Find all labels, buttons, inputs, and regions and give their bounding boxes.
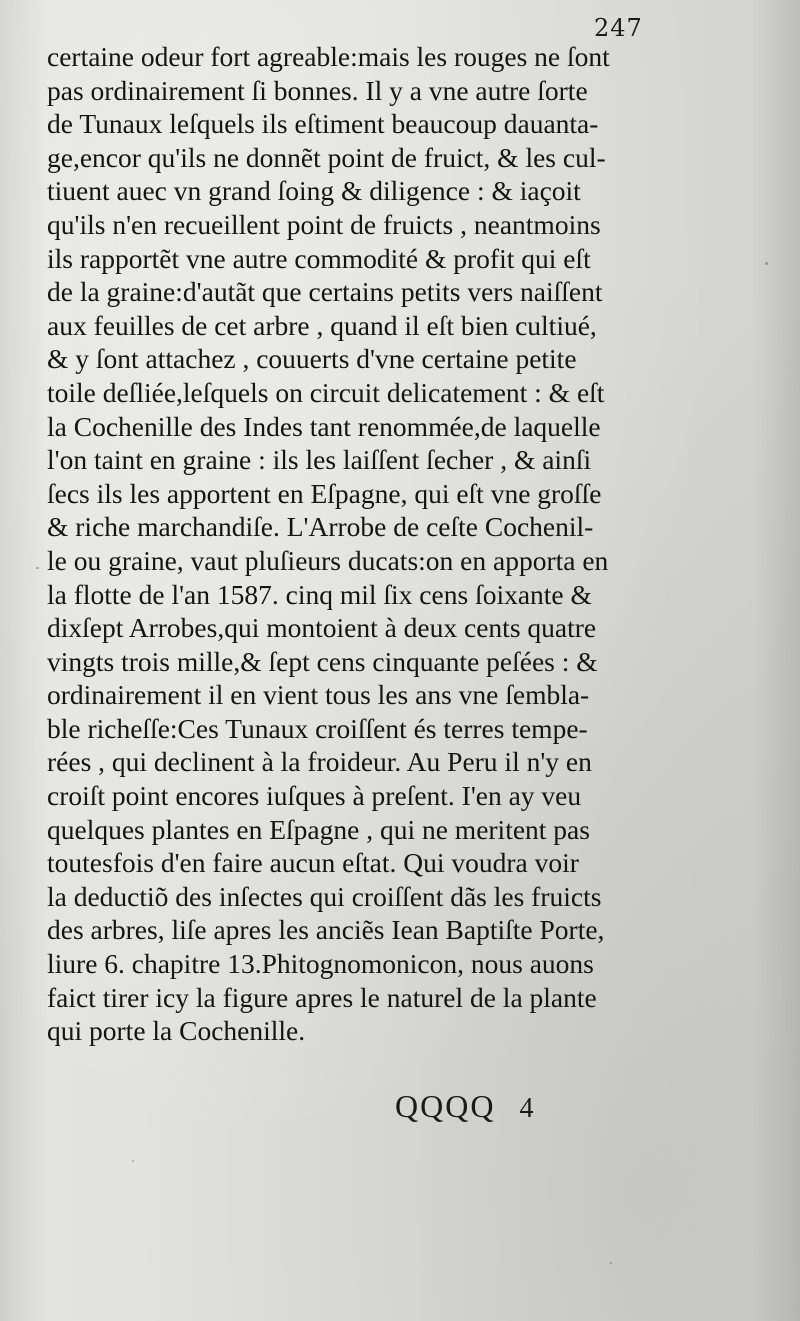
- text-line: de Tunaux leſquels ils eſtiment beaucoup dauanta-: [47, 108, 599, 140]
- text-line: croiſt point encores iuſques à preſent. I'en ay veu: [47, 780, 582, 812]
- text-line: le ou graine, vaut pluſieurs ducats:on en apporta en: [47, 544, 609, 576]
- text-line: certaine odeur fort agreable:mais les rouges ne ſont: [47, 41, 610, 72]
- text-line: des arbres, liſe apres les anciẽs Iean Baptiſte Porte,: [47, 914, 605, 946]
- text-line: aux feuilles de cet arbre , quand il eſt bien cultiué,: [47, 309, 597, 341]
- text-line: pas ordinairement ſi bonnes. Il y a vne autre ſorte: [47, 74, 588, 106]
- text-line: quelques plantes en Eſpagne , qui ne meritent pas: [47, 813, 590, 845]
- text-line: ordinairement il en vient tous les ans vne ſembla-: [47, 679, 590, 711]
- text-line: ge,encor qu'ils ne donnẽt point de fruict, & les cul-: [47, 141, 606, 173]
- paper-speck: [36, 567, 39, 569]
- paper-speck: [132, 1160, 134, 1162]
- paper-speck: [610, 1262, 612, 1264]
- body-text: [47, 40, 657, 1048]
- text-line: tiuent auec vn grand ſoing & diligence : & iaçoit: [47, 175, 581, 207]
- text-line: qu'ils n'en recueillent point de fruicts , neantmoins: [47, 208, 601, 240]
- text-line: ils rapportẽt vne autre commodité & profit qui eſt: [47, 242, 591, 274]
- text-line: ſecs ils les apportent en Eſpagne, qui eſt vne groſſe: [47, 477, 602, 509]
- text-line: & riche marchandiſe. L'Arrobe de ceſte Cochenil-: [47, 511, 594, 543]
- text-line: la flotte de l'an 1587. cinq mil ſix cens ſoixante &: [47, 578, 592, 610]
- page-number: 247: [594, 14, 643, 42]
- text-line: dixſept Arrobes,qui montoient à deux cents quatre: [47, 612, 597, 644]
- text-line: ble richeſſe:Ces Tunaux croiſſent és terres tempe-: [47, 712, 588, 744]
- text-line: de la graine:d'autãt que certains petits vers naiſſent: [47, 276, 603, 308]
- text-line: l'on taint en graine : ils les laiſſent ſecher , & ainſi: [47, 444, 592, 476]
- signature-number: 4: [519, 1093, 536, 1124]
- signature-letters: QQQQ: [395, 1088, 496, 1124]
- text-line: la Cochenille des Indes tant renommée,de laquelle: [47, 410, 601, 442]
- text-line: liure 6. chapitre 13.Phitognomonicon, nous auons: [47, 948, 594, 980]
- text-line: & y ſont attachez , couuerts d'vne certaine petite: [47, 343, 577, 375]
- text-line: toutesfois d'en faire aucun eſtat. Qui voudra voir: [47, 847, 579, 879]
- text-line: qui porte la Cochenille.: [47, 1015, 306, 1047]
- text-line: toile deſliée,leſquels on circuit delicatement : & eſt: [47, 376, 605, 408]
- text-line: la deductiõ des inſectes qui croiſſent dãs les fruicts: [47, 880, 602, 912]
- signature-mark: [395, 1088, 535, 1125]
- text-line: vingts trois mille,& ſept cens cinquante peſées : &: [47, 645, 598, 677]
- paper-speck: [765, 262, 768, 265]
- text-line: faict tirer icy la figure apres le naturel de la plante: [47, 981, 597, 1013]
- text-line: rées , qui declinent à la froideur. Au Peru il n'y en: [47, 746, 592, 778]
